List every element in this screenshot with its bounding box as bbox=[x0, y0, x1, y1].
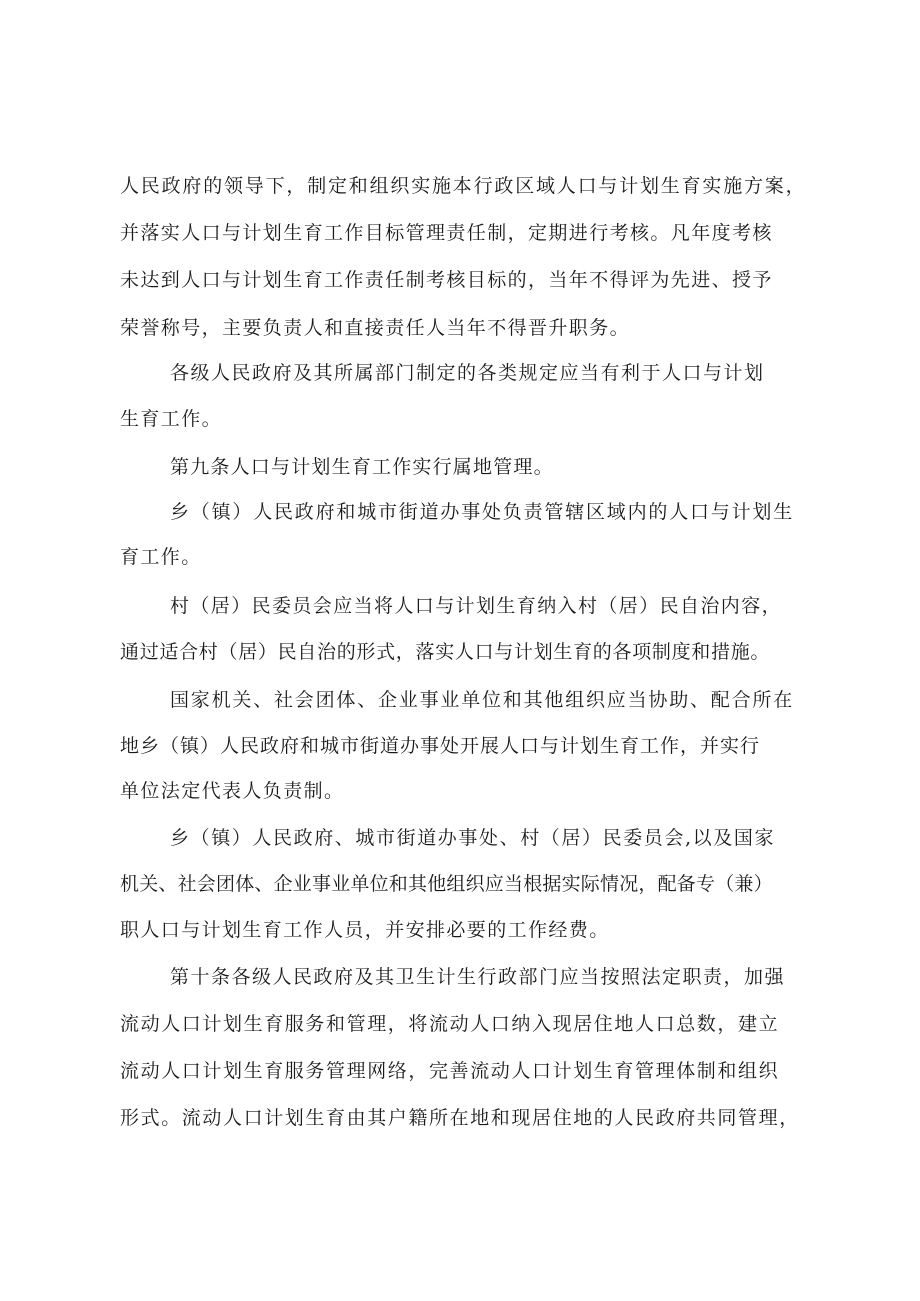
text-line: 育工作。 bbox=[120, 546, 202, 568]
text-line: 国家机关、社会团体、企业事业单位和其他组织应当协助、配合所在 bbox=[170, 689, 795, 711]
section-heading-article-9: 第九条人口与计划生育工作实行属地管理。 bbox=[170, 456, 554, 478]
text-line: 未达到人口与计划生育工作责任制考核目标的，当年不得评为先进、授予 bbox=[120, 269, 773, 291]
text-line: 职人口与计划生育工作人员，并安排必要的工作经费。 bbox=[120, 919, 610, 941]
text-line: 乡（镇）人民政府、城市街道办事处、村（居）民委员会,以及国家 bbox=[170, 827, 776, 849]
text-line: 流动人口计划生育服务和管理，将流动人口纳入现居住地人口总数，建立 bbox=[120, 1013, 780, 1035]
text-line: 并落实人口与计划生育工作目标管理责任制，定期进行考核。凡年度考核 bbox=[120, 222, 773, 244]
text-line: 流动人口计划生育服务管理网络，完善流动人口计划生育管理体制和组织 bbox=[120, 1060, 780, 1082]
text-line: 生育工作。 bbox=[120, 408, 223, 430]
text-line: 乡（镇）人民政府和城市街道办事处负责管辖区域内的人口与计划生 bbox=[170, 501, 795, 523]
text-line: 地乡（镇）人民政府和城市街道办事处开展人口与计划生育工作，并实行 bbox=[120, 735, 761, 757]
section-heading-article-10: 第十条各级人民政府及其卫生计生行政部门应当按照法定职责，加强 bbox=[170, 966, 786, 988]
text-line: 通过适合村（居）民自治的形式，落实人口与计划生育的各项制度和措施。 bbox=[120, 641, 771, 663]
text-line: 人民政府的领导下，制定和组织实施本行政区域人口与计划生育实施方案， bbox=[120, 175, 807, 197]
text-line: 荣誉称号，主要负责人和直接责任人当年不得晋升职务。 bbox=[120, 317, 631, 339]
text-line: 形式。流动人口计划生育由其户籍所在地和现居住地的人民政府共同管理， bbox=[120, 1107, 800, 1129]
text-line: 各级人民政府及其所属部门制定的各类规定应当有利于人口与计划 bbox=[170, 362, 765, 384]
text-line: 村（居）民委员会应当将人口与计划生育纳入村（居）民自治内容， bbox=[170, 595, 783, 617]
text-line: 单位法定代表人负责制。 bbox=[120, 780, 345, 802]
text-line: 机关、社会团体、企业事业单位和其他组织应当根据实际情况，配备专（兼） bbox=[120, 873, 773, 895]
